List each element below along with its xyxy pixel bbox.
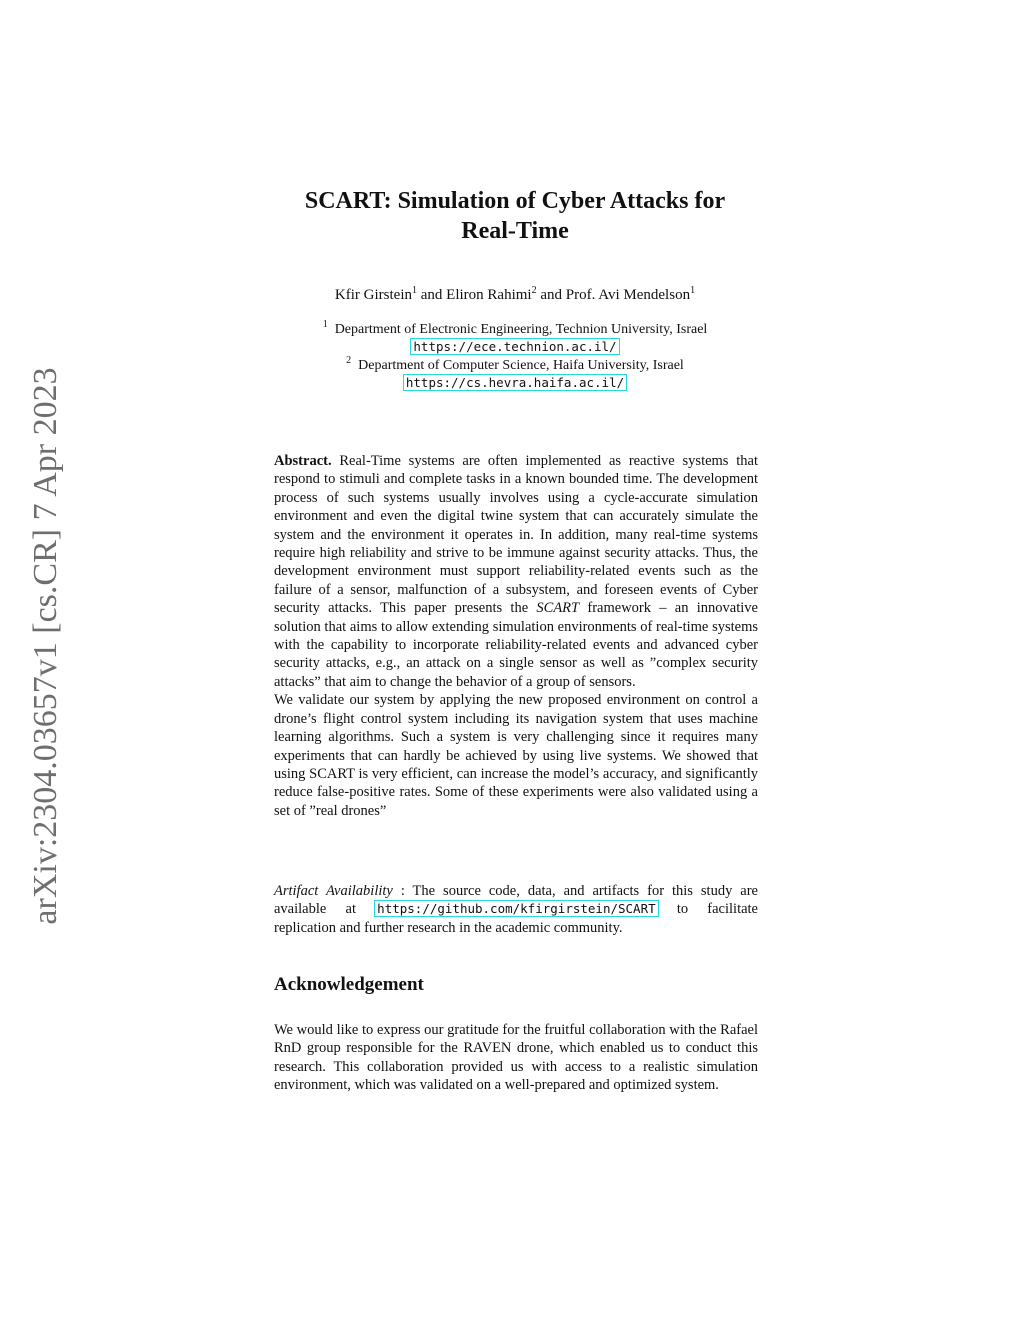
artifact-text: : The source code, data, and artifacts for this study are available at xyxy=(274,883,758,918)
abstract-paragraph-2: We validate our system by applying the new proposed environment on control a drone’s flight control system including its navigation system that uses machine learning algorithms. Such a system is very challenging since it requires many experiments that can hardly be achieved by using live systems. We showed that using SCART is very efficient, can increase the model’s accuracy, and significantly reduce false-positive rates. Some of these experiments were also validated using a set of ”real drones” xyxy=(274,692,758,819)
abstract-text: Real-Time systems are often implemented as reactive systems that respond to stimuli and complete tasks in a known bounded time. The development process of such systems usually involves using a cycle-accurate simulation environment and even the digital twine system that can accurately simulate the system and the environment it operates in. In addition, many real-time systems require high reliability and strive to be immune against security attacks. Thus, the development environment must support reliability-related events such as the failure of a sensor, malfunction of a subsystem, and foreseen events of Cyber security attacks. This paper presents the xyxy=(274,453,758,617)
author-3-affil-mark: 1 xyxy=(690,285,696,296)
affiliation-url-link[interactable]: https://cs.hevra.haifa.ac.il/ xyxy=(405,375,625,390)
acknowledgement-paragraph: We would like to express our gratitude for the fruitful collaboration with the Rafael RnD group responsible for the RAVEN drone, which enabled us to conduct this research. This collaboration provided us with access to a realistic simulation environment, which was validated on a well-prepared and optimized system. xyxy=(274,1022,758,1094)
author-separator: and xyxy=(536,287,566,303)
affiliation-2 xyxy=(230,357,800,375)
author-1: Kfir Girstein xyxy=(334,287,412,303)
framework-name: SCART xyxy=(536,600,580,617)
abstract-text: framework – an innovative solution that aims to allow extending simulation environments of real-time systems with the capability to incorporate reliability-related events and advanced cyber security attacks, e.g., an attack on a single sensor as well as ”complex security attacks” that aim to change the behavior of a group of sensors. xyxy=(274,600,758,690)
affiliation-url-link[interactable]: https://ece.technion.ac.il/ xyxy=(413,339,617,354)
repository-link[interactable]: https://github.com/kfirgirstein/SCART xyxy=(377,901,656,917)
author-1-affil-mark: 1 xyxy=(412,285,417,296)
section-heading-acknowledgement: Acknowledgement xyxy=(274,974,424,995)
title-line-1: SCART: Simulation of Cyber Attacks for xyxy=(304,188,726,214)
affiliation-2-url-line xyxy=(230,375,800,393)
affiliation-1 xyxy=(230,321,800,339)
artifact-label: Artifact Availability xyxy=(274,883,393,899)
artifact-availability xyxy=(274,882,758,937)
arxiv-id-stamp: arXiv:2304.03657v1 [cs.CR] 7 Apr 2023 xyxy=(27,367,64,925)
artifact-text: to facilitate replication and further research in the academic community. xyxy=(274,901,758,936)
author-list xyxy=(230,285,800,305)
artifact-paragraph xyxy=(274,882,758,937)
affiliation-text: Department of Computer Science, Haifa University, Israel xyxy=(358,358,684,373)
title-line-2: Real-Time xyxy=(461,218,569,244)
paper-title xyxy=(230,186,800,246)
abstract xyxy=(274,452,758,820)
abstract-label: Abstract. xyxy=(274,453,332,469)
author-2: Eliron Rahimi xyxy=(446,287,532,303)
affiliation-1-url-line xyxy=(230,339,800,357)
author-3: Prof. Avi Mendelson xyxy=(565,287,691,303)
abstract-paragraph-1 xyxy=(274,452,758,691)
affiliations xyxy=(230,321,800,393)
affiliation-mark: 1 xyxy=(322,319,328,330)
author-2-affil-mark: 2 xyxy=(531,285,537,296)
affiliation-mark: 2 xyxy=(346,355,352,366)
arxiv-sidebar xyxy=(6,364,86,929)
acknowledgement-body xyxy=(274,1021,758,1095)
author-separator: and xyxy=(417,287,447,303)
affiliation-text: Department of Electronic Engineering, Technion University, Israel xyxy=(334,322,708,337)
